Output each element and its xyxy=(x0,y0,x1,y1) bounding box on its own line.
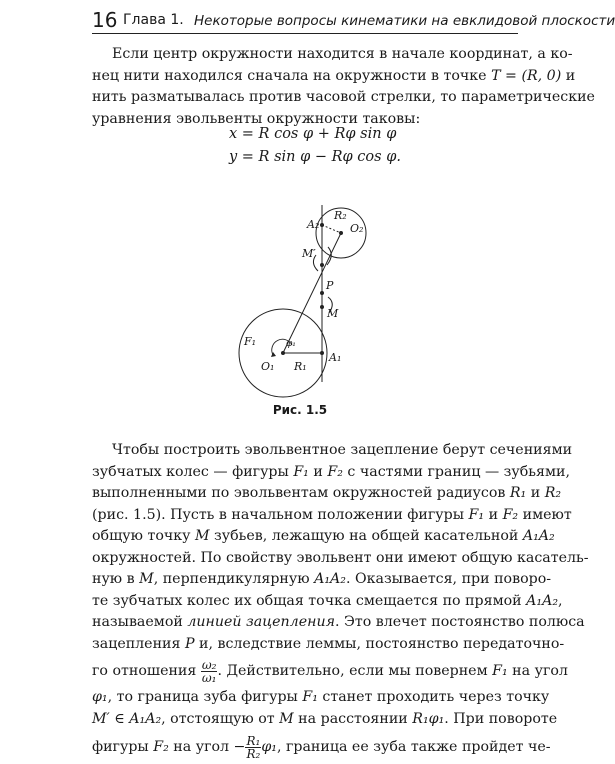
label-f1: F₁ xyxy=(244,335,257,348)
text-line: выполненными по эвольвентам окружностей радиусов R₁ и R₂ xyxy=(92,485,562,501)
label-mprime: M′ xyxy=(302,247,316,260)
chapter-label: Глава 1. xyxy=(123,12,184,28)
label-a1: A₁ xyxy=(329,351,342,364)
figure-caption: Рис. 1.5 xyxy=(272,403,328,417)
text-line: фигуры F₂ на угол − $\frac{\text{R₁}}{\text{R₂}}$ φ₁, граница ее зуба также пройдет че- xyxy=(92,733,551,761)
text-line: Если центр окружности находится в начале координат, а ко- xyxy=(112,46,573,62)
label-m: M xyxy=(327,307,339,320)
text-line: нить разматывалась против часовой стрелки, то параметрические xyxy=(92,89,595,105)
text-line: Чтобы построить эвольвентное зацепление берут сечениями xyxy=(112,442,573,458)
label-phi1: φ₁ xyxy=(286,339,296,349)
point-m xyxy=(320,305,324,309)
text-line: φ₁, то граница зуба фигуры F₁ станет проходить через точку xyxy=(92,689,550,705)
intro-paragraph xyxy=(92,44,595,130)
header-rule xyxy=(92,33,518,34)
fraction-radii: $\frac{\text{R₁}}{\text{R₂}}$ xyxy=(246,733,261,761)
text-line: зубчатых колес — фигуры F₁ и F₂ с частями границ — зубьями, xyxy=(92,463,570,480)
running-head xyxy=(92,8,615,34)
point-o1 xyxy=(281,351,285,355)
text-line: зацепления P и, вследствие леммы, постоянство передаточно- xyxy=(92,635,565,652)
text-line: называемой линией зацепления. Это влечет постоянство полюса xyxy=(92,614,585,630)
label-a2: A₂ xyxy=(307,218,320,231)
label-r2: R₂ xyxy=(334,209,347,222)
text-line: M′ ∈ A₁A₂, отстоящую от M на расстоянии R₁φ₁. При повороте xyxy=(92,710,558,727)
equation-x: x = R cos φ + Rφ sin φ xyxy=(229,126,397,142)
radius-r2 xyxy=(322,225,341,233)
label-o2: O₂ xyxy=(350,222,364,235)
text-line: го отношения $\frac{\text{ω₂}}{\text{ω₁}}$ . Действительно, если мы повернем F₁ на угол xyxy=(92,657,568,685)
text-line: уравнения эвольвенты окружности таковы: xyxy=(92,110,421,127)
equation-y: y = R sin φ − Rφ cos φ. xyxy=(229,149,401,165)
point-mprime xyxy=(320,263,324,267)
page-number: 16 xyxy=(92,8,118,32)
point-a1 xyxy=(320,351,324,355)
text-line: окружностей. По свойству эвольвент они имеют общую касатель- xyxy=(92,549,589,566)
text-line: (рис. 1.5). Пусть в начальном положении фигуры F₁ и F₂ имеют xyxy=(92,506,572,523)
label-o1: O₁ xyxy=(261,360,275,373)
figure-drawing xyxy=(230,195,370,385)
label-p: P xyxy=(326,279,334,292)
fraction-omega: $\frac{\text{ω₂}}{\text{ω₁}}$ xyxy=(201,657,217,685)
term-line-of-action: линией зацепления xyxy=(187,614,335,630)
point-p xyxy=(320,291,324,295)
label-r1: R₁ xyxy=(294,360,307,373)
main-paragraph xyxy=(92,440,589,764)
text-line: ную в M, перпендикулярную A₁A₂. Оказывается, при поворо- xyxy=(92,571,552,587)
figure-1-5 xyxy=(230,195,370,385)
point-o2 xyxy=(339,231,343,235)
text-line: общую точку M зубьев, лежащую на общей касательной A₁A₂ xyxy=(92,528,555,544)
point-a2 xyxy=(320,223,324,227)
text-line: те зубчатых колес их общая точка смещается по прямой A₁A₂, xyxy=(92,592,563,609)
chapter-title: Некоторые вопросы кинематики на евклидовой плоскости xyxy=(194,12,615,29)
text-line: нец нити находился сначала на окружности в точке T = (R, 0) и xyxy=(92,67,576,84)
